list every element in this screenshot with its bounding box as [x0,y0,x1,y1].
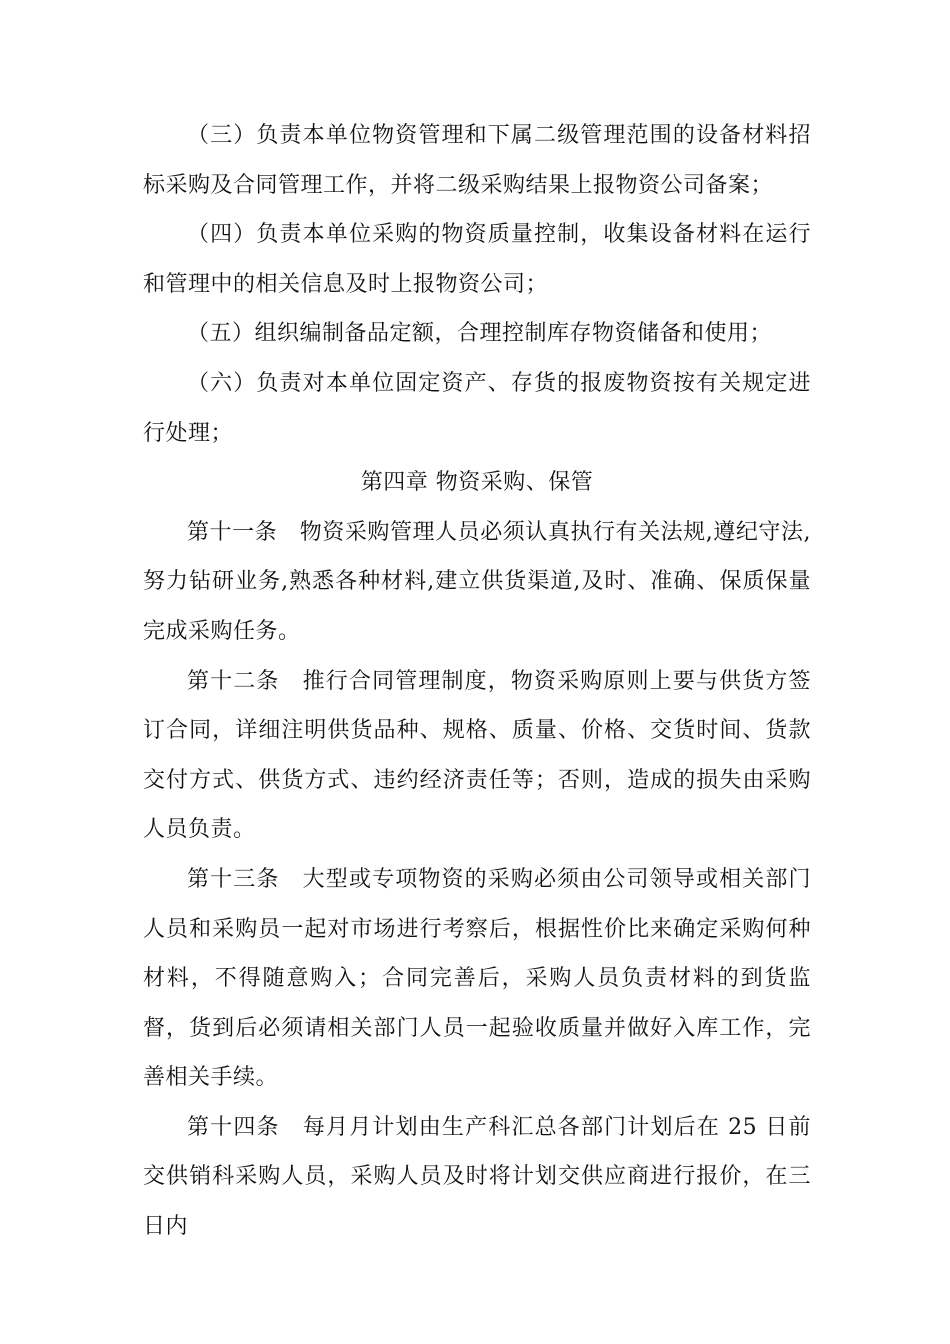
article-12: 第十二条 推行合同管理制度，物资采购原则上要与供货方签订合同，详细注明供货品种、规格、质量、价格、交货时间、货款交付方式、供货方式、违约经济责任等；否则，造成的损失由采购人员负责。 [143,668,811,843]
article-14: 第十四条 每月月计划由生产科汇总各部门计划后在 25 日前交供销科采购人员，采购人员及时将计划交供应商进行报价，在三日内 [143,1114,811,1240]
paragraph-duty-3: （三）负责本单位物资管理和下属二级管理范围的设备材料招标采购及合同管理工作，并将二级采购结果上报物资公司备案； [143,123,811,198]
chapter-title: 第四章 物资采购、保管 [360,470,594,496]
paragraph-duty-5: （五）组织编制备品定额，合理控制库存物资储备和使用； [187,321,773,347]
paragraph-duty-6: （六）负责对本单位固定资产、存货的报废物资按有关规定进行处理； [143,370,811,446]
article-11: 第十一条 物资采购管理人员必须认真执行有关法规,遵纪守法,努力钻研业务,熟悉各种材料,建立供货渠道,及时、准确、保质保量完成采购任务。 [143,519,811,644]
paragraph-duty-4: （四）负责本单位采购的物资质量控制，收集设备材料在运行和管理中的相关信息及时上报物资公司； [143,222,811,297]
document-page [143,111,811,1252]
article-13: 第十三条 大型或专项物资的采购必须由公司领导或相关部门人员和采购员一起对市场进行考察后，根据性价比来确定采购何种材料，不得随意购入；合同完善后，采购人员负责材料的到货监督，货到后必须请相关部门人员一起验收质量并做好入库工作，完善相关手续。 [143,866,811,1091]
